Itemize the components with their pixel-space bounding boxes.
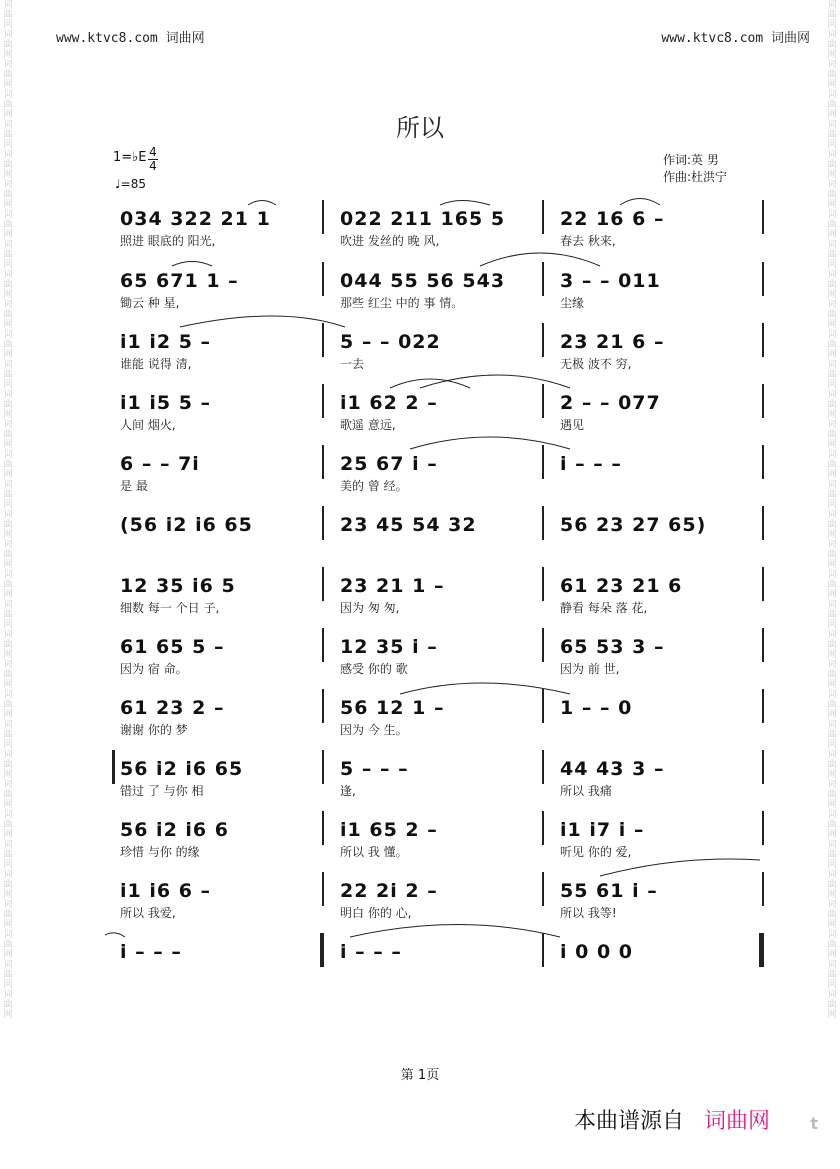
measure-notes: 5 – – – [340, 758, 409, 780]
barline [322, 811, 324, 845]
song-title: 所以 [396, 114, 444, 142]
measure-notes: 25 67 i – [340, 453, 438, 475]
measure-lyrics: 是 最 [120, 479, 148, 493]
corner-watermark: t [810, 1114, 818, 1133]
measure-notes: 44 43 3 – [560, 758, 665, 780]
barline [542, 323, 544, 357]
score-row [0, 575, 840, 631]
measure-notes: 23 45 54 32 [340, 514, 477, 536]
page-number: 第 1页 [400, 1068, 440, 1083]
measure-notes: 6 – – 7i [120, 453, 200, 475]
measure-lyrics: 所以 我痛 [560, 784, 612, 798]
barline [762, 872, 764, 906]
barline [762, 506, 764, 540]
measure-lyrics: 歌遥 意远, [340, 418, 396, 432]
measure-notes: 5 – – 022 [340, 331, 441, 353]
barline [322, 262, 324, 296]
measure-notes: 12 35 i6 5 [120, 575, 236, 597]
measure-notes: 61 65 5 – [120, 636, 225, 658]
barline [762, 384, 764, 418]
measure-lyrics: 春去 秋来, [560, 234, 616, 248]
measure-notes: 022 211 165 5 [340, 208, 506, 230]
barline [762, 445, 764, 479]
measure-notes: i – – – [560, 453, 622, 475]
slur [620, 199, 660, 206]
measure-notes: i1 i2 5 – [120, 331, 212, 353]
measure-lyrics: 细数 每一 个日 子, [120, 601, 220, 615]
score-row [0, 697, 840, 753]
barline [542, 262, 544, 296]
measure-notes: i1 i7 i – [560, 819, 645, 841]
barline [322, 384, 324, 418]
slur [248, 201, 276, 206]
barline [322, 567, 324, 601]
barline [542, 811, 544, 845]
watermark-right: 词曲网词曲网词曲网词曲网词曲网词曲网词曲网词曲网词曲网词曲网词曲网词曲网词曲网词曲网词曲网词曲网词曲网词曲网词曲网词曲网词曲网词曲网词曲网词曲网词曲网词曲网词曲网词曲网词曲网词曲网词曲网词曲网词曲网词曲网 [827, 0, 837, 1020]
score-row [0, 880, 840, 936]
measure-notes: 56 i2 i6 65 [120, 758, 244, 780]
measure-lyrics: 所以 我爱, [120, 906, 176, 920]
barline [542, 872, 544, 906]
repeat-barline [112, 750, 115, 784]
barline [542, 689, 544, 723]
source-credit [574, 1104, 770, 1135]
composer: 作曲:杜洪宁 [663, 170, 728, 184]
score-row [0, 636, 840, 692]
time-bottom: 4 [149, 159, 157, 173]
measure-notes: 65 671 1 – [120, 270, 239, 292]
watermark-left: 词曲网词曲网词曲网词曲网词曲网词曲网词曲网词曲网词曲网词曲网词曲网词曲网词曲网词曲网词曲网词曲网词曲网词曲网词曲网词曲网词曲网词曲网词曲网词曲网词曲网词曲网词曲网词曲网词曲网词曲网词曲网词曲网词曲网词曲网 [3, 0, 13, 1020]
measure-notes: 61 23 2 – [120, 697, 225, 719]
measure-notes: 61 23 21 6 [560, 575, 683, 597]
barline [762, 689, 764, 723]
measure-lyrics: 人间 烟火, [120, 418, 176, 432]
measure-notes: 56 12 1 – [340, 697, 445, 719]
score-row [0, 941, 840, 997]
time-signature [148, 146, 158, 173]
measure-lyrics: 感受 你的 歌 [340, 662, 408, 676]
barline [762, 262, 764, 296]
measure-notes: i1 62 2 – [340, 392, 438, 414]
measure-lyrics: 谢谢 你的 梦 [120, 723, 188, 737]
measure-lyrics: 所以 我等! [560, 906, 617, 920]
final-barline [759, 933, 762, 967]
measure-notes: 1 – – 0 [560, 697, 633, 719]
barline [322, 445, 324, 479]
barline [322, 872, 324, 906]
measure-lyrics: 吹进 发丝的 晚 风, [340, 234, 440, 248]
barline [762, 628, 764, 662]
measure-notes: 23 21 1 – [340, 575, 445, 597]
time-top: 4 [149, 145, 157, 159]
slur [440, 201, 490, 206]
barline [542, 445, 544, 479]
barline [542, 200, 544, 234]
measure-lyrics: 锄云 种 星, [120, 296, 180, 310]
barline [762, 323, 764, 357]
measure-lyrics: 因为 宿 命。 [120, 662, 188, 676]
score-row [0, 208, 840, 264]
measure-lyrics: 明白 你的 心, [340, 906, 412, 920]
measure-lyrics: 美的 曾 经。 [340, 479, 408, 493]
measure-lyrics: 一去 [340, 357, 365, 371]
barline [322, 689, 324, 723]
score-row [0, 758, 840, 814]
barline [762, 750, 764, 784]
score-row [0, 819, 840, 875]
measure-lyrics: 珍惜 与你 的缘 [120, 845, 200, 859]
measure-lyrics: 因为 今 生。 [340, 723, 408, 737]
measure-notes: i1 i6 6 – [120, 880, 212, 902]
measure-notes: 22 16 6 – [560, 208, 665, 230]
barline [542, 750, 544, 784]
measure-lyrics: 尘缘 [560, 296, 585, 310]
measure-lyrics: 错过 了 与你 相 [120, 784, 204, 798]
score-row [0, 331, 840, 387]
barline [762, 567, 764, 601]
measure-notes: 55 61 i – [560, 880, 658, 902]
measure-lyrics: 逢, [340, 784, 356, 798]
barline [322, 750, 324, 784]
measure-lyrics: 所以 我 懂。 [340, 845, 408, 859]
measure-lyrics: 因为 前 世, [560, 662, 620, 676]
barline [762, 811, 764, 845]
barline [322, 506, 324, 540]
source-brand-link[interactable]: 词曲网 [704, 1109, 771, 1134]
measure-notes: 2 – – 077 [560, 392, 661, 414]
measure-lyrics: 无极 波不 穷, [560, 357, 632, 371]
measure-lyrics: 照进 眼底的 阳光, [120, 234, 216, 248]
measure-lyrics: 谁能 说得 清, [120, 357, 192, 371]
measure-notes: 56 23 27 65) [560, 514, 707, 536]
score-row [0, 453, 840, 509]
key-signature: 1=♭E [113, 150, 147, 165]
barline [542, 384, 544, 418]
measure-notes: (56 i2 i6 65 [120, 514, 253, 536]
measure-notes: 034 322 21 1 [120, 208, 271, 230]
measure-lyrics: 静看 每朵 落 花, [560, 601, 648, 615]
measure-lyrics: 因为 匆 匆, [340, 601, 400, 615]
score-row [0, 270, 840, 326]
measure-lyrics: 那些 红尘 中的 事 情。 [340, 296, 464, 310]
barline [322, 200, 324, 234]
measure-notes: i – – – [340, 941, 402, 963]
measure-notes: 12 35 i – [340, 636, 438, 658]
barline [762, 200, 764, 234]
barline [542, 506, 544, 540]
barline [542, 567, 544, 601]
measure-notes: 65 53 3 – [560, 636, 665, 658]
site-link-right[interactable]: www.ktvc8.com 词曲网 [661, 31, 810, 46]
site-link-left[interactable]: www.ktvc8.com 词曲网 [56, 31, 205, 46]
measure-notes: 22 2i 2 – [340, 880, 438, 902]
measure-lyrics: 听见 你的 爱, [560, 845, 632, 859]
barline [542, 628, 544, 662]
source-text: 本曲谱源自 [574, 1109, 685, 1134]
measure-notes: i 0 0 0 [560, 941, 634, 963]
barline [322, 628, 324, 662]
measure-notes: i1 i5 5 – [120, 392, 212, 414]
barline [542, 933, 544, 967]
score-row [0, 514, 840, 570]
barline [322, 323, 324, 357]
tempo-mark: ♩=85 [115, 177, 146, 191]
credits [663, 152, 727, 186]
lyricist: 作词:英 男 [663, 153, 719, 167]
measure-notes: 044 55 56 543 [340, 270, 506, 292]
measure-lyrics: 遇见 [560, 418, 585, 432]
measure-notes: i1 65 2 – [340, 819, 438, 841]
measure-notes: 3 – – 011 [560, 270, 661, 292]
measure-notes: 56 i2 i6 6 [120, 819, 229, 841]
repeat-barline [320, 933, 323, 967]
barline [762, 933, 764, 967]
measure-notes: 23 21 6 – [560, 331, 665, 353]
measure-notes: i – – – [120, 941, 182, 963]
score-row [0, 392, 840, 448]
